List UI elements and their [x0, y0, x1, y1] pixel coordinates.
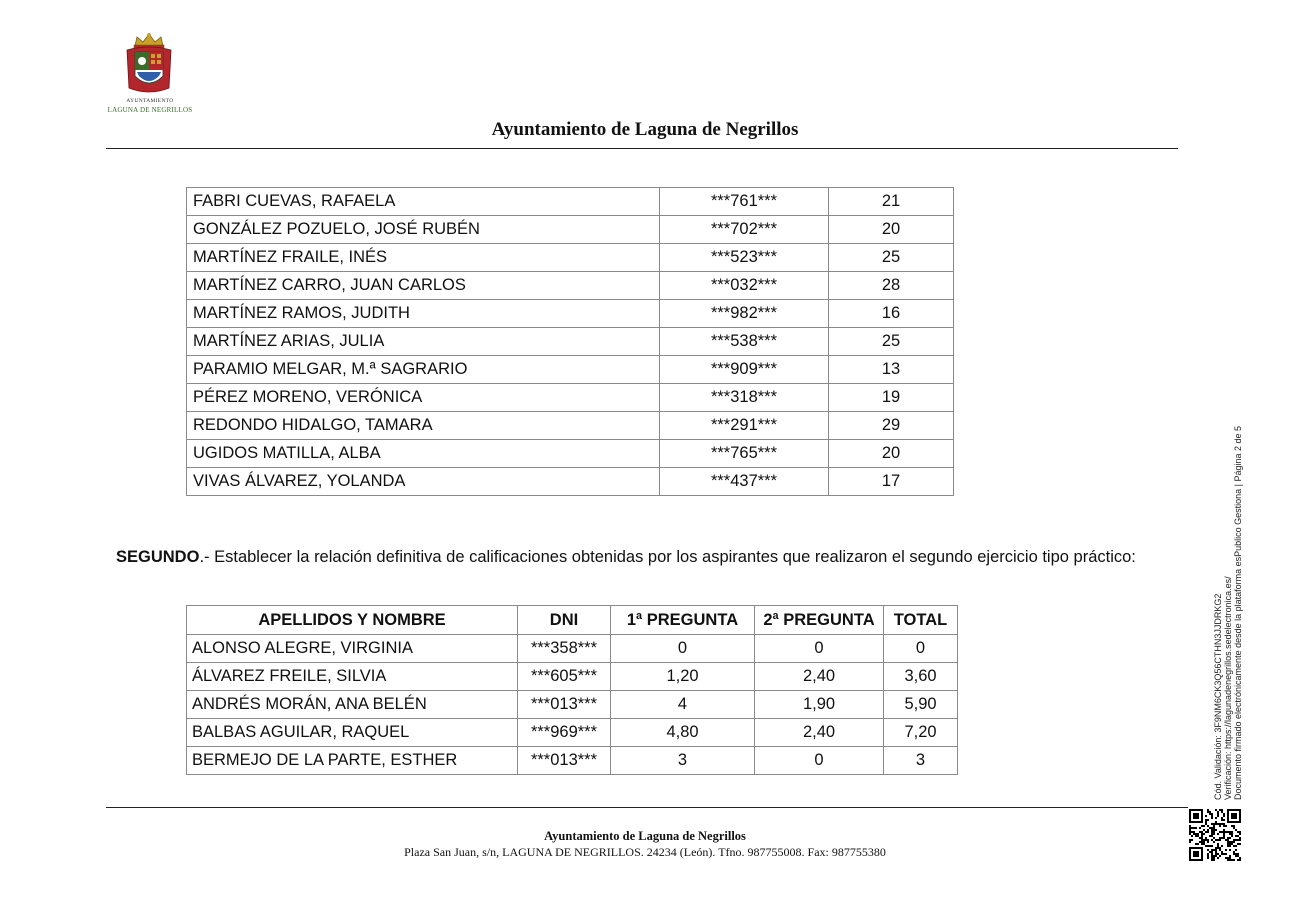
scores-table-second — [186, 605, 958, 775]
cell-score: 20 — [829, 440, 954, 468]
cell-dni: ***358*** — [518, 635, 611, 663]
table-row — [187, 216, 954, 244]
signature-note: Documento firmado electrónicamente desde la plataforma esPublico Gestiona | Página 2 de 5 — [1233, 425, 1243, 800]
cell-name: GONZÁLEZ POZUELO, JOSÉ RUBÉN — [187, 216, 660, 244]
cell-score: 25 — [829, 244, 954, 272]
cell-total: 5,90 — [884, 691, 958, 719]
cell-dni: ***291*** — [660, 412, 829, 440]
footer-address: Plaza San Juan, s/n, LAGUNA DE NEGRILLOS. 24234 (León). Tfno. 987755008. Fax: 987755380 — [404, 845, 886, 859]
cell-name: PÉREZ MORENO, VERÓNICA — [187, 384, 660, 412]
cell-dni: ***318*** — [660, 384, 829, 412]
cell-total: 3 — [884, 747, 958, 775]
cell-dni: ***013*** — [518, 747, 611, 775]
qr-code — [1189, 809, 1241, 861]
cell-name: ANDRÉS MORÁN, ANA BELÉN — [187, 691, 518, 719]
cell-dni: ***605*** — [518, 663, 611, 691]
municipal-logo — [105, 32, 195, 116]
footer-rule — [106, 807, 1188, 808]
cell-dni: ***765*** — [660, 440, 829, 468]
table-row — [187, 747, 958, 775]
cell-q2: 2,40 — [755, 663, 884, 691]
validation-code: Cód. Validación: 3F9NM6CK3Q56CTHN3JJDRKG2 — [1213, 593, 1223, 800]
cell-dni: ***909*** — [660, 356, 829, 384]
cell-name: UGIDOS MATILLA, ALBA — [187, 440, 660, 468]
cell-score: 16 — [829, 300, 954, 328]
cell-name: ÁLVAREZ FREILE, SILVIA — [187, 663, 518, 691]
cell-dni: ***969*** — [518, 719, 611, 747]
header-total: TOTAL — [884, 606, 958, 635]
cell-name: BALBAS AGUILAR, RAQUEL — [187, 719, 518, 747]
cell-score: 17 — [829, 468, 954, 496]
cell-q2: 1,90 — [755, 691, 884, 719]
table-row — [187, 328, 954, 356]
cell-total: 7,20 — [884, 719, 958, 747]
cell-score: 28 — [829, 272, 954, 300]
cell-score: 20 — [829, 216, 954, 244]
cell-name: REDONDO HIDALGO, TAMARA — [187, 412, 660, 440]
qr-code-icon — [1189, 809, 1241, 861]
segundo-paragraph — [116, 548, 1216, 567]
cell-q1: 1,20 — [611, 663, 755, 691]
cell-dni: ***032*** — [660, 272, 829, 300]
cell-score: 13 — [829, 356, 954, 384]
header-name: APELLIDOS Y NOMBRE — [187, 606, 518, 635]
cell-score: 21 — [829, 188, 954, 216]
cell-name: MARTÍNEZ FRAILE, INÉS — [187, 244, 660, 272]
scores-table-first — [186, 187, 954, 496]
cell-q1: 4,80 — [611, 719, 755, 747]
cell-dni: ***538*** — [660, 328, 829, 356]
cell-q1: 3 — [611, 747, 755, 775]
segundo-lead: SEGUNDO — [116, 548, 200, 566]
cell-name: FABRI CUEVAS, RAFAELA — [187, 188, 660, 216]
footer-title: Ayuntamiento de Laguna de Negrillos — [544, 829, 746, 843]
cell-total: 3,60 — [884, 663, 958, 691]
segundo-text: .- Establecer la relación definitiva de calificaciones obtenidas por los aspirantes que realizaron el segundo ejercicio tipo práctico: — [199, 548, 1136, 566]
cell-name: VIVAS ÁLVAREZ, YOLANDA — [187, 468, 660, 496]
logo-caption-bottom: LAGUNA DE NEGRILLOS — [107, 106, 193, 114]
cell-score: 29 — [829, 412, 954, 440]
cell-dni: ***523*** — [660, 244, 829, 272]
table-row — [187, 272, 954, 300]
page-header-title: Ayuntamiento de Laguna de Negrillos — [491, 119, 799, 140]
header-q1: 1ª PREGUNTA — [611, 606, 755, 635]
cell-name: MARTÍNEZ CARRO, JUAN CARLOS — [187, 272, 660, 300]
cell-dni: ***761*** — [660, 188, 829, 216]
table-row — [187, 635, 958, 663]
cell-total: 0 — [884, 635, 958, 663]
cell-name: PARAMIO MELGAR, M.ª SAGRARIO — [187, 356, 660, 384]
header-rule — [106, 148, 1178, 149]
cell-q2: 0 — [755, 747, 884, 775]
table-row — [187, 691, 958, 719]
cell-score: 19 — [829, 384, 954, 412]
table-row — [187, 468, 954, 496]
cell-q2: 0 — [755, 635, 884, 663]
table-header-row — [187, 606, 958, 635]
table-row — [187, 663, 958, 691]
table-row — [187, 300, 954, 328]
logo-caption-top: AYUNTAMIENTO — [126, 98, 174, 104]
header-dni: DNI — [518, 606, 611, 635]
table-row — [187, 188, 954, 216]
cell-dni: ***013*** — [518, 691, 611, 719]
cell-q2: 2,40 — [755, 719, 884, 747]
cell-dni: ***702*** — [660, 216, 829, 244]
cell-name: ALONSO ALEGRE, VIRGINIA — [187, 635, 518, 663]
cell-name: MARTÍNEZ ARIAS, JULIA — [187, 328, 660, 356]
table-row — [187, 384, 954, 412]
table-row — [187, 244, 954, 272]
table-row — [187, 356, 954, 384]
cell-q1: 0 — [611, 635, 755, 663]
cell-name: BERMEJO DE LA PARTE, ESTHER — [187, 747, 518, 775]
header-q2: 2ª PREGUNTA — [755, 606, 884, 635]
validation-side-text — [1213, 426, 1243, 800]
cell-q1: 4 — [611, 691, 755, 719]
cell-dni: ***437*** — [660, 468, 829, 496]
cell-name: MARTÍNEZ RAMOS, JUDITH — [187, 300, 660, 328]
table-row — [187, 412, 954, 440]
verification-url: Verificación: https://lagunadenegrillos.sedelectronica.es/ — [1223, 576, 1233, 800]
coat-of-arms-icon — [123, 32, 175, 96]
table-row — [187, 440, 954, 468]
table-row — [187, 719, 958, 747]
cell-dni: ***982*** — [660, 300, 829, 328]
cell-score: 25 — [829, 328, 954, 356]
